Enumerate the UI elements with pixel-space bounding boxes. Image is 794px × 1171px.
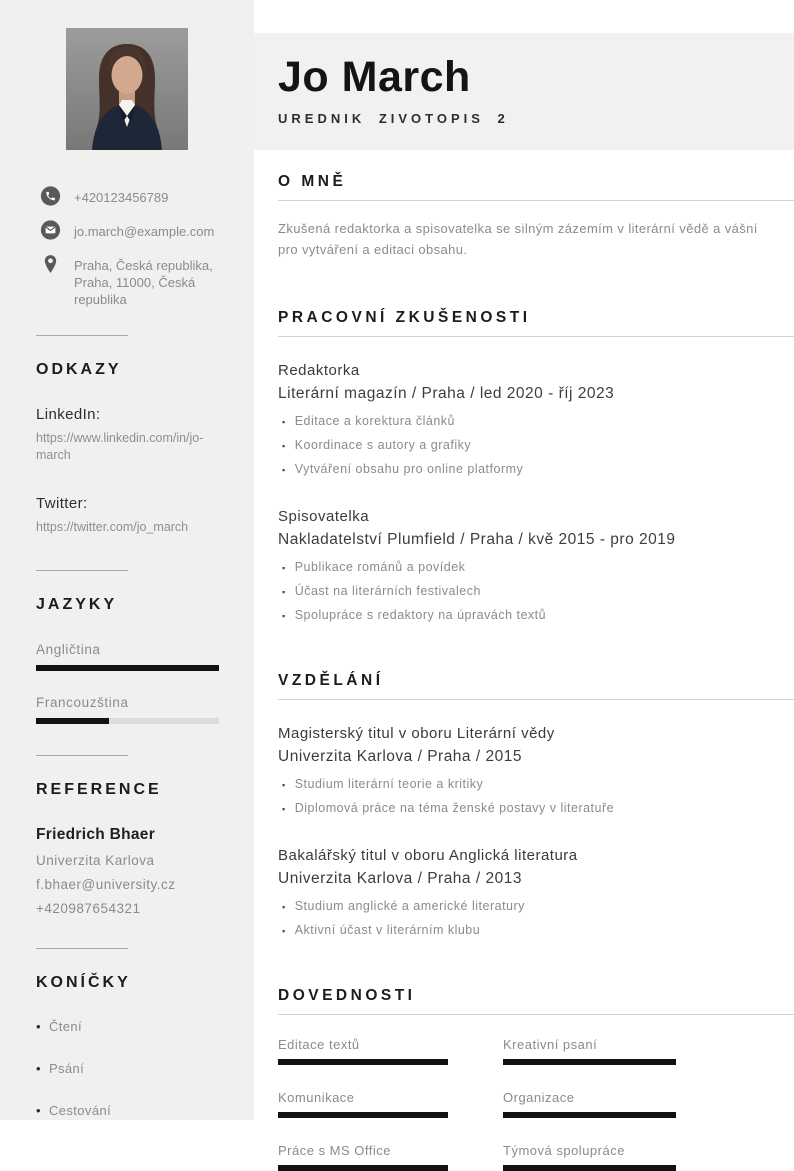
skill-level-fill: [503, 1059, 676, 1065]
sidebar-divider: [36, 570, 128, 571]
skill-level-bar: [503, 1112, 676, 1118]
references-section-heading: REFERENCE: [36, 781, 162, 798]
about-heading: O MNĚ: [278, 173, 347, 190]
job-bullet: [278, 560, 794, 575]
hobby-label: Cestování: [48, 1103, 112, 1118]
job-title: Spisovatelka: [278, 508, 370, 525]
degree-bullet: [278, 777, 794, 792]
skill-level-fill: [503, 1112, 676, 1118]
bullet-icon: ▪: [282, 926, 286, 936]
job-bullet-text: Spolupráce s redaktory na úpravách textů: [294, 608, 547, 622]
language-level-bar: [36, 718, 219, 724]
bullet-icon: ▪: [282, 563, 286, 573]
person-name: Jo March: [278, 53, 471, 101]
section-rule: [278, 1014, 794, 1015]
bullet-icon: ▪: [282, 587, 286, 597]
contact-address-row: [40, 254, 228, 308]
skill-level-bar: [278, 1165, 448, 1171]
bullet-icon: ▪: [282, 611, 286, 621]
experience-heading: PRACOVNÍ ZKUŠENOSTI: [278, 309, 531, 326]
job-bullet: [278, 414, 794, 429]
hobby-label: Psání: [48, 1061, 85, 1076]
sidebar: [0, 0, 254, 1120]
skill-item: [278, 1143, 448, 1171]
degree-meta: Univerzita Karlova / Praha / 2013: [278, 870, 522, 887]
job-bullet-text: Vytváření obsahu pro online platformy: [294, 462, 524, 476]
skill-level-fill: [278, 1059, 448, 1065]
skills-heading: DOVEDNOSTI: [278, 987, 416, 1004]
sidebar-divider: [36, 755, 128, 756]
skills-grid: [278, 1037, 794, 1171]
bullet-icon: ▪: [282, 780, 286, 790]
job-bullet-text: Účast na literárních festivalech: [294, 584, 481, 598]
skill-name: Týmová spolupráce: [503, 1143, 625, 1158]
languages-section-heading: JAZYKY: [36, 596, 118, 613]
job-entry: [278, 506, 794, 623]
linkedin-label: LinkedIn:: [36, 406, 101, 423]
job-bullet: [278, 462, 794, 477]
header-band: [254, 33, 794, 150]
language-name: Angličtina: [36, 642, 101, 657]
sidebar-divider: [36, 948, 128, 949]
language-level-bar: [36, 665, 219, 671]
degree-entry: [278, 723, 794, 816]
job-bullet-text: Koordinace s autory a grafiky: [294, 438, 472, 452]
twitter-url[interactable]: https://twitter.com/jo_march: [36, 520, 189, 534]
twitter-label: Twitter:: [36, 495, 88, 512]
job-bullet: [278, 438, 794, 453]
bullet-icon: ▪: [282, 465, 286, 475]
job-bullet-text: Publikace románů a povídek: [294, 560, 466, 574]
degree-meta: Univerzita Karlova / Praha / 2015: [278, 748, 522, 765]
bullet-icon: ▪: [282, 902, 286, 912]
job-bullet: [278, 608, 794, 623]
bullet-icon: •: [36, 1019, 41, 1034]
skill-name: Práce s MS Office: [278, 1143, 392, 1158]
language-level-fill: [36, 665, 219, 671]
skills-section: [278, 987, 794, 1171]
skill-item: [278, 1037, 448, 1065]
skill-name: Kreativní psaní: [503, 1037, 598, 1052]
contact-email-row: [40, 220, 228, 241]
profile-photo: [66, 28, 188, 150]
skill-level-fill: [503, 1165, 676, 1171]
job-meta: Nakladatelství Plumfield / Praha / kvě 2015 - pro 2019: [278, 531, 676, 548]
phone-icon: [40, 185, 61, 207]
job-entry: [278, 360, 794, 477]
email-address: jo.march@example.com: [74, 224, 215, 239]
degree-bullet: [278, 801, 794, 816]
degree-bullet-text: Studium literární teorie a kritiky: [294, 777, 484, 791]
degree-bullet-text: Studium anglické a americké literatury: [294, 899, 525, 913]
degree-title: Magisterský titul v oboru Literární vědy: [278, 725, 555, 742]
sidebar-divider: [36, 335, 128, 336]
section-rule: [278, 699, 794, 700]
bullet-icon: ▪: [282, 417, 286, 427]
hobby-item: [36, 1019, 254, 1034]
bullet-icon: ▪: [282, 441, 286, 451]
person-title: UREDNIK ZIVOTOPIS 2: [278, 111, 509, 126]
reference-email[interactable]: f.bhaer@university.cz: [36, 877, 176, 892]
degree-bullet-text: Aktivní účast v literárním klubu: [294, 923, 481, 937]
skill-item: [503, 1143, 676, 1171]
main-column: [254, 0, 794, 1158]
skill-item: [503, 1090, 676, 1118]
section-rule: [278, 336, 794, 337]
hobby-item: [36, 1103, 254, 1118]
address-text: Praha, Česká republika, Praha, 11000, Česká republika: [74, 258, 213, 307]
job-bullet-text: Editace a korektura článků: [294, 414, 456, 428]
email-icon: [40, 219, 61, 241]
skill-level-bar: [278, 1059, 448, 1065]
degree-bullet: [278, 899, 794, 914]
bullet-icon: •: [36, 1103, 41, 1118]
job-bullet: [278, 584, 794, 599]
language-level-fill: [36, 718, 109, 724]
contact-info: [40, 186, 228, 308]
links-section-heading: ODKAZY: [36, 361, 122, 378]
skill-name: Organizace: [503, 1090, 575, 1105]
hobby-label: Čtení: [48, 1019, 83, 1034]
job-meta: Literární magazín / Praha / led 2020 - říj 2023: [278, 385, 615, 402]
about-text: Zkušená redaktorka a spisovatelka se silným zázemím v literární vědě a vášní pro vytváření a editaci obsahu.: [278, 221, 758, 257]
skill-item: [503, 1037, 676, 1065]
profile-photo-illustration: [66, 28, 188, 150]
contact-phone-row: [40, 186, 228, 207]
location-icon: [40, 253, 61, 275]
language-name: Francouzština: [36, 695, 129, 710]
degree-bullet: [278, 923, 794, 938]
reference-name: Friedrich Bhaer: [36, 826, 156, 843]
phone-number: +420123456789: [74, 190, 169, 205]
linkedin-url[interactable]: https://www.linkedin.com/in/jo-march: [36, 431, 204, 462]
experience-section: [278, 309, 794, 623]
skill-name: Komunikace: [278, 1090, 355, 1105]
education-section: [278, 672, 794, 938]
skill-item: [278, 1090, 448, 1118]
skill-level-fill: [278, 1165, 448, 1171]
hobby-item: [36, 1061, 254, 1076]
degree-title: Bakalářský titul v oboru Anglická literatura: [278, 847, 578, 864]
reference-organization: Univerzita Karlova: [36, 853, 155, 868]
bullet-icon: ▪: [282, 804, 286, 814]
degree-entry: [278, 845, 794, 938]
job-title: Redaktorka: [278, 362, 360, 379]
hobbies-section-heading: KONÍČKY: [36, 974, 131, 991]
skill-level-bar: [278, 1112, 448, 1118]
section-rule: [278, 200, 794, 201]
skill-name: Editace textů: [278, 1037, 360, 1052]
education-heading: VZDĚLÁNÍ: [278, 672, 384, 689]
bullet-icon: •: [36, 1061, 41, 1076]
skill-level-fill: [278, 1112, 448, 1118]
skill-level-bar: [503, 1059, 676, 1065]
degree-bullet-text: Diplomová práce na téma ženské postavy v literatuře: [294, 801, 615, 815]
about-section: [278, 173, 794, 260]
reference-phone: +420987654321: [36, 901, 141, 916]
skill-level-bar: [503, 1165, 676, 1171]
